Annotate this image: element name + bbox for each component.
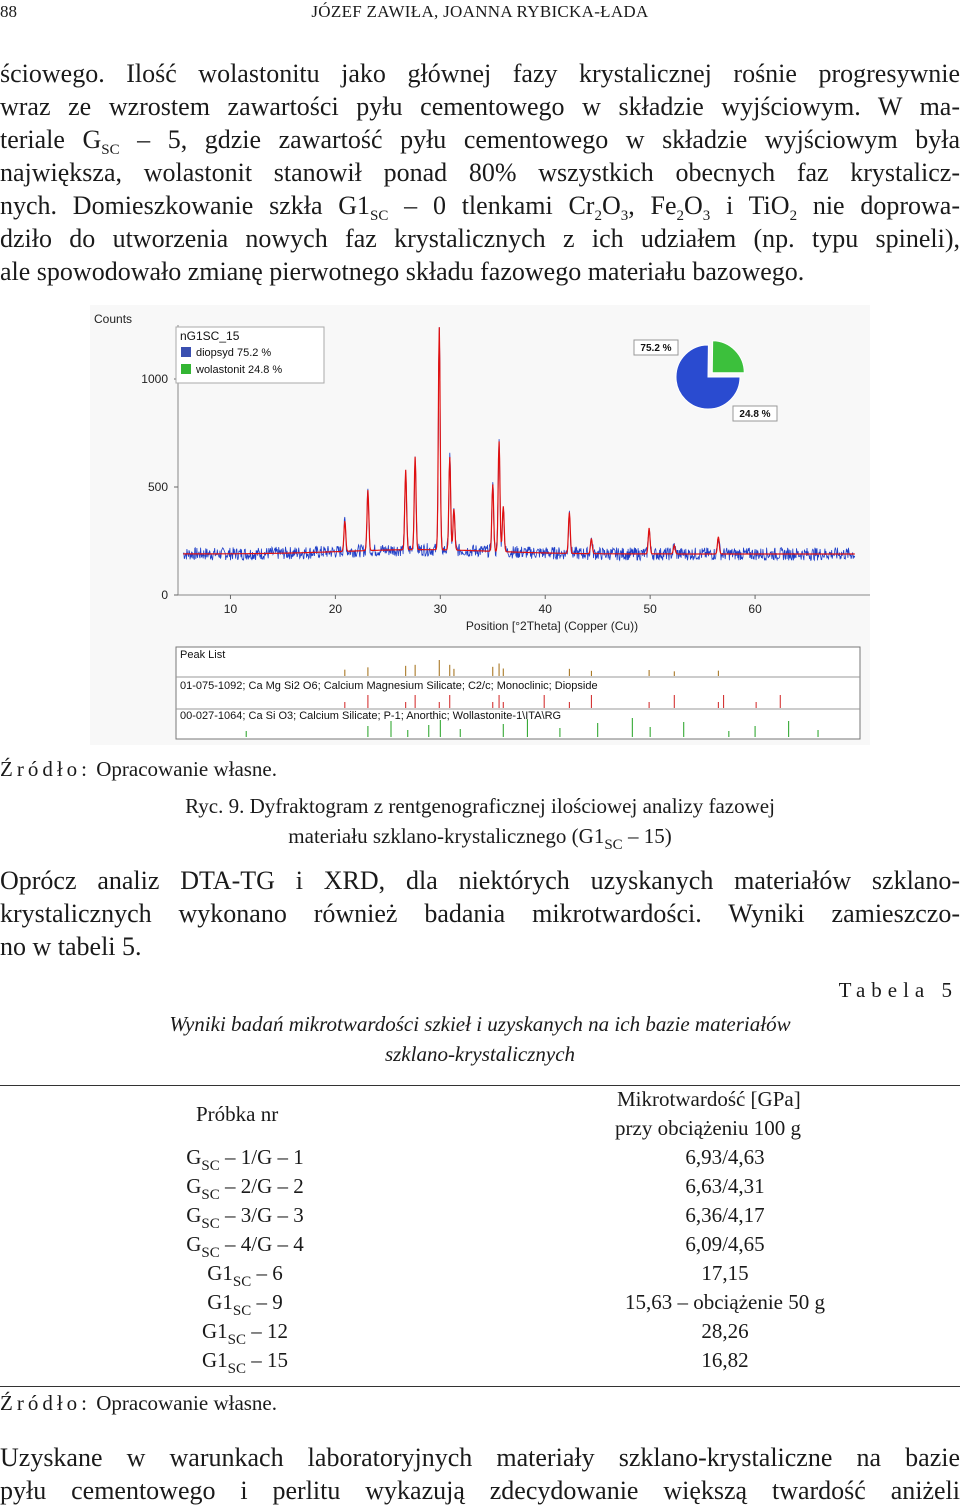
- text-line: ale spowodowało zmianę pierwotnego składu fazowego materiału bazowego.: [0, 257, 805, 286]
- table-title: Wyniki badań mikrotwardości szkieł i uzyskanych na ich bazie materiałów szklano-krystalicznych: [169, 1012, 791, 1066]
- sample-cell: $G1_{SC} - 15$: [201, 1348, 289, 1377]
- peak-list-panel: [176, 647, 860, 739]
- pie-label-diopsyd: 75.2 %: [640, 343, 672, 354]
- table-bottom-rule: [0, 1386, 960, 1387]
- y-axis-label: Counts: [94, 312, 133, 326]
- text-line: Oprócz analiz DTA-TG i XRD, dla niektórych uzyskanych materiałów szklano-: [0, 866, 960, 895]
- hardness-cell: 6,93/4,63: [685, 1145, 765, 1169]
- table-label: Tabela 5: [838, 978, 958, 1002]
- xrd-diffractogram: [90, 305, 870, 745]
- paragraph-3: [0, 1441, 960, 1507]
- sample-cell: $G1_{SC} - 6$: [207, 1261, 283, 1290]
- pie-label-wolastonit: 24.8 %: [739, 409, 771, 420]
- table-row: [0, 1172, 960, 1201]
- hardness-cell: 6,63/4,31: [685, 1174, 765, 1198]
- text-line: krystalicznych wykonano również badania mikrotwardości. Wyniki zamieszczo-: [0, 899, 960, 928]
- sample-cell: $G_{SC} - 2/G - 2$: [186, 1174, 304, 1203]
- x-tick-label: 40: [538, 602, 552, 616]
- page-header: [0, 2, 960, 26]
- figure-caption: [0, 791, 960, 851]
- legend-swatch-diopsyd: [181, 347, 191, 357]
- y-tick-label: 500: [147, 480, 168, 494]
- text-line: ściowego. Ilość wolastonitu jako głównej fazy krystalicznej rośnie progresywnie: [0, 59, 960, 88]
- text-line: nych. Domieszkowanie szkła $G1_{SC} - 0$ tlenkami $Cr_2O_3$, $Fe_2O_3$ i TiO$_2$ nie doprowa-: [0, 191, 960, 224]
- table-row: [0, 1230, 960, 1259]
- text-line: Uzyskane w warunkach laboratoryjnych materiały szklano-krystaliczne na bazie: [0, 1443, 960, 1472]
- figure-source: Źródło: Opracowanie własne.: [0, 757, 278, 781]
- hardness-cell: 17,15: [701, 1261, 749, 1285]
- x-tick-label: 10: [223, 602, 238, 616]
- legend-title: nG1SC_15: [180, 329, 240, 343]
- x-tick-label: 30: [433, 602, 447, 616]
- text-line: teriale $G_{SC} - 5$, gdzie zawartość pyłu cementowego w składzie wyjściowym była: [0, 125, 960, 158]
- page-number: 88: [0, 2, 17, 21]
- microhardness-table: [0, 1085, 960, 1375]
- hardness-cell: 15,63 – obciążenie 50 g: [624, 1290, 826, 1314]
- table-row: [0, 1201, 960, 1230]
- text-line: największa, wolastonit stanowił ponad 80% wszystkich obecnych faz krystalicz-: [0, 158, 960, 187]
- sample-cell: $G_{SC} - 1/G - 1$: [186, 1145, 304, 1174]
- y-tick-label: 1000: [141, 372, 168, 386]
- hardness-cell: 16,82: [701, 1348, 749, 1372]
- table-row: [0, 1259, 960, 1288]
- paragraph-2: [0, 864, 960, 963]
- peak-list-title: Peak List: [180, 649, 226, 661]
- sample-cell: $G_{SC} - 4/G - 4$: [186, 1232, 304, 1261]
- sample-cell: $G_{SC} - 3/G - 3$: [186, 1203, 304, 1232]
- table-source: Źródło: Opracowanie własne.: [0, 1391, 278, 1415]
- text-line: pyłu cementowego i perlitu wykazują zdecydowanie większą twardość aniżeli: [0, 1476, 960, 1505]
- hardness-cell: 6,09/4,65: [685, 1232, 765, 1256]
- y-tick-label: 0: [161, 588, 168, 602]
- running-head-authors: JÓZEF ZAWIŁA, JOANNA RYBICKA-ŁADA: [311, 2, 649, 21]
- reference-pattern-diopside: 01-075-1092; Ca Mg Si2 O6; Calcium Magnesium Silicate; C2/c; Monoclinic; Diopside: [180, 680, 598, 692]
- hardness-cell: 6,36/4,17: [685, 1203, 765, 1227]
- reference-pattern-wollastonite: 00-027-1064; Ca Si O3; Calcium Silicate; P-1; Anorthic; Wollastonite-1\ITA\RG: [180, 710, 562, 722]
- legend-swatch-wolastonit: [181, 364, 191, 374]
- paragraph-1: [0, 57, 960, 288]
- sample-cell: $G1_{SC} - 9$: [207, 1290, 283, 1319]
- col-header-sample: Próbka nr: [196, 1101, 279, 1126]
- text-line: no w tabeli 5.: [0, 932, 142, 961]
- table-row: [0, 1346, 960, 1375]
- x-tick-label: 50: [643, 602, 657, 616]
- legend: [176, 327, 324, 383]
- legend-entry-wolastonit: wolastonit 24.8 %: [196, 364, 283, 376]
- table-row: [0, 1143, 960, 1172]
- table-row: [0, 1317, 960, 1346]
- x-axis-label: Position [°2Theta] (Copper (Cu)): [465, 619, 639, 633]
- col-header-hardness: Mikrotwardość [GPa]: [617, 1087, 801, 1111]
- col-header-hardness-load: przy obciążeniu 100 g: [615, 1116, 802, 1140]
- text-line: dziło do utworzenia nowych faz krystalicznych z ich udziałem (np. typu spineli),: [0, 224, 960, 253]
- text-line: wraz ze wzrostem zawartości pyłu cementowego w składzie wyjściowym. W ma-: [0, 92, 960, 121]
- x-tick-label: 60: [748, 602, 762, 616]
- table-row: [0, 1288, 960, 1317]
- caption-line: materiału szklano-krystalicznego $(G1_{SC} - 15)$: [288, 824, 672, 853]
- hardness-cell: 28,26: [701, 1319, 749, 1343]
- sample-cell: $G1_{SC} - 12$: [201, 1319, 289, 1348]
- x-tick-label: 20: [328, 602, 343, 616]
- caption-line: Ryc. 9. Dyfraktogram z rentgenograficznej ilościowej analizy fazowej: [185, 794, 775, 818]
- legend-entry-diopsyd: diopsyd 75.2 %: [196, 347, 272, 359]
